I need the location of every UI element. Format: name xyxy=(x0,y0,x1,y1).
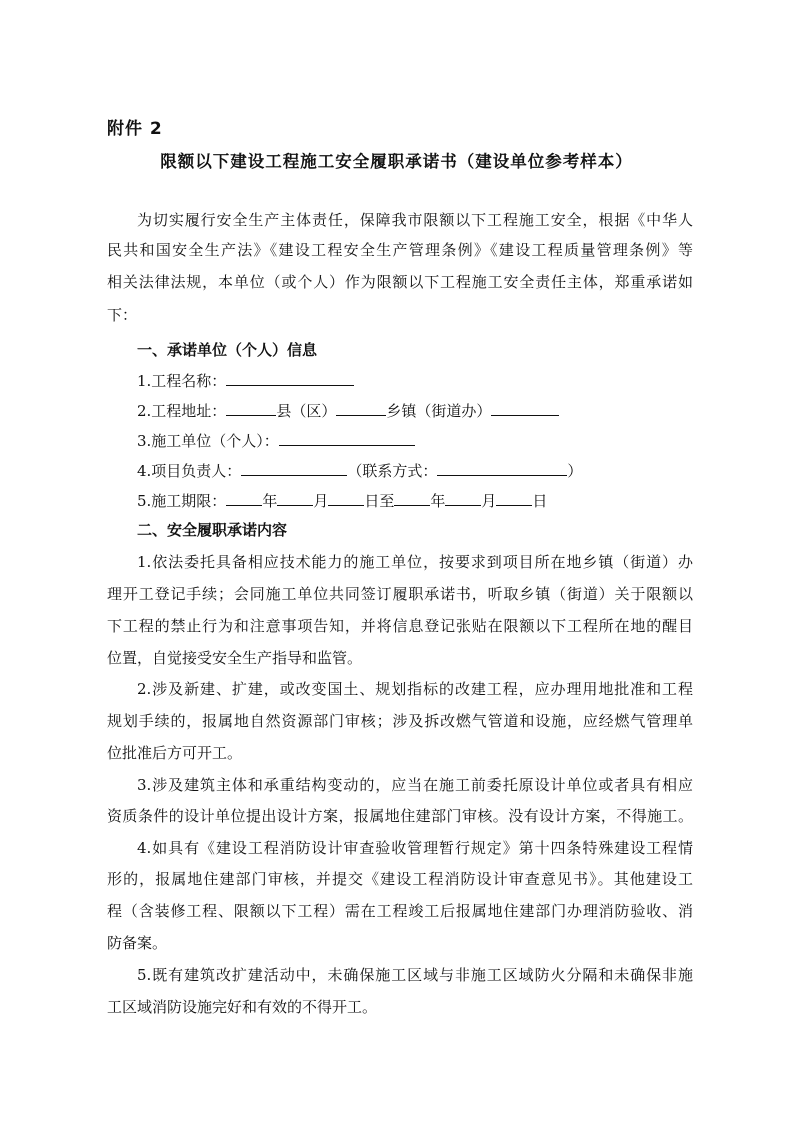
p2-line-2: 规划手续的，报属地自然资源部门审核；涉及拆改燃气管道和设施，应经燃气管理单 xyxy=(107,712,693,730)
p4-line-4: 防备案。 xyxy=(107,934,168,952)
p4-line-3: 程（含装修工程、限额以下工程）需在工程竣工后报属地住建部门办理消防验收、消 xyxy=(107,902,693,920)
field-project-name-label: 1.工程名称： xyxy=(137,372,227,390)
document-title: 限额以下建设工程施工安全履职承诺书（建设单位参考样本） xyxy=(160,152,633,171)
field-construction-period xyxy=(137,490,723,511)
p4-line-1: 4.如具有《建设工程消防设计审查验收管理暂行规定》第十四条特殊建设工程情 xyxy=(137,839,693,857)
intro-line-4: 下： xyxy=(107,306,138,324)
p2-line-1: 2.涉及新建、扩建，或改变国土、规划指标的改建工程，应办理用地批准和工程 xyxy=(137,680,693,698)
contact-blank[interactable] xyxy=(437,460,567,476)
section2-heading: 二、安全履职承诺内容 xyxy=(137,521,288,539)
field-project-address-label: 2.工程地址： xyxy=(137,402,227,420)
p1-line-4: 位置，自觉接受安全生产指导和监管。 xyxy=(107,649,363,667)
end-day-blank[interactable] xyxy=(496,490,532,506)
end-day-label: 日 xyxy=(532,492,548,510)
project-name-blank[interactable] xyxy=(226,370,354,386)
end-year-blank[interactable] xyxy=(394,490,430,506)
p5-line-1: 5.既有建筑改扩建活动中，未确保施工区域与非施工区域防火分隔和未确保非施 xyxy=(137,966,693,984)
town-blank[interactable] xyxy=(336,400,386,416)
p1-line-3: 下工程的禁止行为和注意事项告知，并将信息登记张贴在限额以下工程所在地的醒目 xyxy=(107,617,693,635)
contact-close-label: ） xyxy=(567,462,583,480)
field-period-label: 5.施工期限： xyxy=(137,492,227,510)
field-project-address xyxy=(137,400,723,421)
town-label: 乡镇（街道办） xyxy=(386,402,492,420)
street-blank[interactable] xyxy=(491,400,559,416)
field-project-name xyxy=(137,370,723,391)
p4-line-2: 形的，报属地住建部门审核，并提交《建设工程消防设计审查意见书》。其他建设工 xyxy=(107,870,693,888)
day-to-label: 日至 xyxy=(364,492,395,510)
attachment-label: 附件 2 xyxy=(107,119,163,139)
intro-line-3: 相关法律法规，本单位（或个人）作为限额以下工程施工安全责任主体，郑重承诺如 xyxy=(107,273,693,291)
section1-heading: 一、承诺单位（个人）信息 xyxy=(137,341,318,359)
county-blank[interactable] xyxy=(226,400,276,416)
p3-line-1: 3.涉及建筑主体和承重结构变动的，应当在施工前委托原设计单位或者具有相应 xyxy=(137,776,693,794)
start-year-blank[interactable] xyxy=(226,490,262,506)
p2-line-3: 位批准后方可开工。 xyxy=(107,744,243,762)
field-contractor xyxy=(137,430,723,451)
contact-open-label: （联系方式： xyxy=(347,462,438,480)
start-month-label: 月 xyxy=(313,492,329,510)
field-contractor-label: 3.施工单位（个人）： xyxy=(137,432,279,450)
start-year-label: 年 xyxy=(262,492,278,510)
end-month-blank[interactable] xyxy=(445,490,481,506)
contractor-blank[interactable] xyxy=(279,430,415,446)
start-day-blank[interactable] xyxy=(328,490,364,506)
field-project-lead xyxy=(137,460,723,481)
intro-line-2: 民共和国安全生产法》《建设工程安全生产管理条例》《建设工程质量管理条例》等 xyxy=(107,241,693,259)
project-lead-blank[interactable] xyxy=(241,460,347,476)
intro-line-1: 为切实履行安全生产主体责任，保障我市限额以下工程施工安全，根据《中华人 xyxy=(137,211,693,229)
p5-line-2: 工区域消防设施完好和有效的不得开工。 xyxy=(107,998,378,1016)
field-project-lead-label: 4.项目负责人： xyxy=(137,462,242,480)
p1-line-1: 1.依法委托具备相应技术能力的施工单位，按要求到项目所在地乡镇（街道）办 xyxy=(137,553,693,571)
start-month-blank[interactable] xyxy=(277,490,313,506)
end-year-label: 年 xyxy=(430,492,446,510)
county-label: 县（区） xyxy=(276,402,337,420)
end-month-label: 月 xyxy=(481,492,497,510)
p3-line-2: 资质条件的设计单位提出设计方案，报属地住建部门审核。没有设计方案，不得施工。 xyxy=(107,807,693,825)
p1-line-2: 理开工登记手续；会同施工单位共同签订履职承诺书，听取乡镇（街道）关于限额以 xyxy=(107,585,693,603)
